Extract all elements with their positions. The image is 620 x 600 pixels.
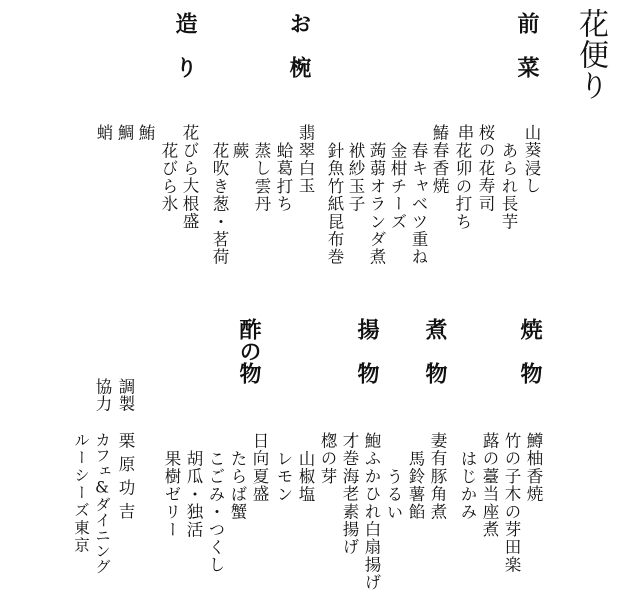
sunomono-item: 果樹ゼリー: [162, 450, 181, 539]
kyoryoku-name: ルーシーズ東京: [72, 432, 90, 555]
sunomono-item: 日向夏盛: [250, 432, 269, 503]
sunomono-item: 胡瓜・独活: [184, 450, 203, 539]
yakimono-item: 竹の子木の芽田楽: [502, 432, 521, 574]
owan-item: 針魚竹紙昆布巻: [325, 142, 344, 266]
nimono-item: 馬鈴薯餡: [406, 450, 425, 521]
yakimono-item: 鱒柚香焼: [524, 432, 543, 503]
kyoryoku-label: 協力: [93, 378, 112, 412]
zensai-item: あられ長芋: [499, 142, 518, 231]
owan-item: 鰆春香焼: [430, 124, 449, 195]
owan-item: 蕨: [230, 142, 249, 160]
owan-item: 蒸し雲丹: [252, 142, 271, 213]
zensai-item: 花卯の打ち: [453, 142, 472, 231]
sunomono-item: たらば蟹: [228, 450, 247, 521]
owan-item: 花吹き葱・茗荷: [210, 142, 229, 266]
sunomono-item: こごみ・つくし: [206, 450, 225, 574]
nimono-item: 妻有豚角煮: [428, 432, 447, 521]
nimono-heading: 煮 物: [422, 318, 448, 384]
tsukuri-item: 花びら氷: [159, 142, 178, 213]
yakimono-heading: 焼 物: [517, 318, 543, 384]
agemono-item: 才巻海老素揚げ: [340, 432, 359, 556]
agemono-item: 鮑ふかひれ白扇揚げ: [362, 432, 381, 592]
owan-heading: お 椀: [286, 12, 312, 78]
tsukuri-item: 花びら大根盛: [180, 124, 199, 231]
owan-item: 金柑チーズ: [388, 142, 407, 231]
tsukuri-item: 蛸: [94, 124, 113, 142]
zensai-item: 山葵浸し: [522, 124, 541, 195]
agemono-item: 山椒塩: [296, 450, 315, 504]
zensai-heading: 前 菜: [514, 12, 540, 78]
owan-item: 袱紗玉子: [346, 142, 365, 213]
tsukuri-item: 鮪: [136, 124, 155, 142]
yakimono-item: 蕗の薹当座煮: [480, 432, 499, 539]
yakimono-item: はじかみ: [458, 450, 477, 521]
tsukuri-heading: 造 り: [172, 12, 198, 78]
sunomono-heading: 酢の物: [236, 318, 262, 384]
owan-item: 春キャベツ重ね: [409, 142, 428, 266]
zensai-item: 串: [455, 124, 474, 142]
tsukuri-item: 鯛: [115, 124, 134, 142]
owan-item: 蒟蒻オランダ煮: [367, 142, 386, 266]
agemono-heading: 揚 物: [354, 318, 380, 384]
kyoryoku-name: カフェ&ダイニング: [93, 432, 111, 574]
menu-title: 花便り: [573, 8, 608, 101]
agemono-item: レモン: [274, 450, 293, 504]
owan-item: 翡翠白玉: [296, 124, 315, 195]
chosei-name: 栗原功吉: [116, 432, 135, 526]
nimono-item: うるい: [384, 468, 403, 522]
chosei-label: 調製: [116, 378, 135, 412]
agemono-item: 楤の芽: [318, 432, 337, 486]
zensai-item: 桜の花寿司: [476, 124, 495, 213]
owan-item: 蛤葛打ち: [274, 142, 293, 213]
